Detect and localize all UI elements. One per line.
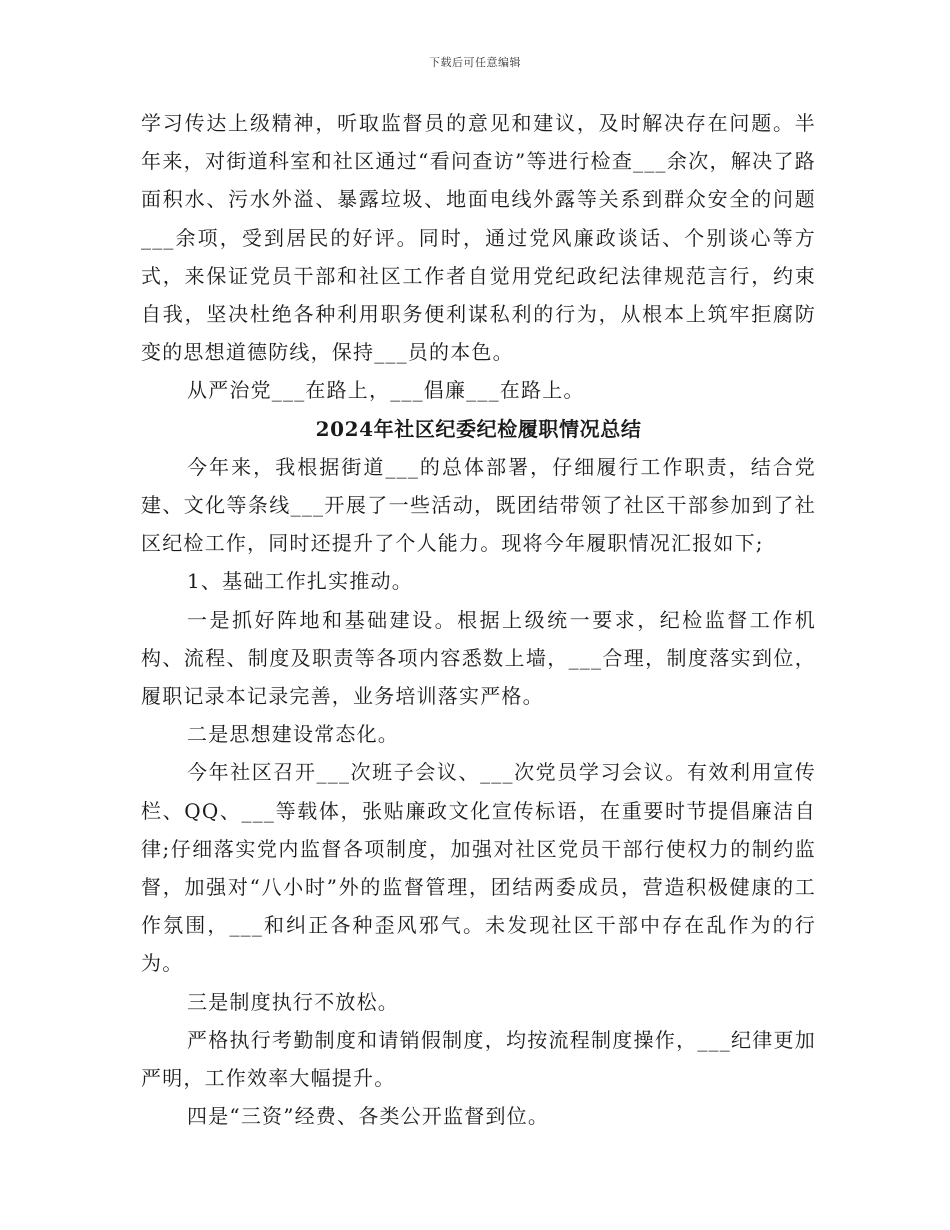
document-title: 2024年社区纪委纪检履职情况总结 bbox=[315, 416, 642, 441]
paragraph-item-3: 严格执行考勤制度和请销假制度，均按流程制度操作，___纪律更加严明，工作效率大幅提升。 bbox=[141, 1027, 816, 1091]
paragraph-item-2: 今年社区召开___次班子会议、___次党员学习会议。有效利用宣传栏、QQ、___等载体，张贴廉政文化宣传标语，在重要时节提倡廉洁自律;仔细落实党内监督各项制度，加强对社区党员干部行使权力的制约监督，加强对“八小时”外的监督管理，团结两委成员，营造积极健康的工作氛围，___和纠正各种歪风邪气。未发现社区干部中存在乱作为的行为。 bbox=[141, 760, 816, 976]
section-heading-1: 1、基础工作扎实推动。 bbox=[187, 569, 413, 594]
section-heading-2: 二是思想建设常态化。 bbox=[187, 722, 399, 747]
paragraph-slogan: 从严治党___在路上，___倡廉___在路上。 bbox=[187, 378, 585, 403]
paragraph-intro: 今年来，我根据街道___的总体部署，仔细履行工作职责，结合党建、文化等条线___开展了一些活动，既团结带领了社区干部参加到了社区纪检工作，同时还提升了个人能力。现将今年履职情况汇报如下; bbox=[141, 454, 816, 556]
document-body bbox=[141, 104, 816, 1135]
section-heading-4: 四是“三资”经费、各类公开监督到位。 bbox=[187, 1104, 550, 1129]
section-heading-3: 三是制度执行不放松。 bbox=[187, 989, 399, 1014]
page-header-note: 下载后可任意编辑 bbox=[429, 56, 521, 69]
paragraph-continued: 学习传达上级精神，听取监督员的意见和建议，及时解决存在问题。半年来，对街道科室和社区通过“看问查访”等进行检查___余次，解决了路面积水、污水外溢、暴露垃圾、地面电线外露等关系到群众安全的问题___余项，受到居民的好评。同时，通过党风廉政谈话、个别谈心等方式，来保证党员干部和社区工作者自觉用党纪政纪法律规范言行，约束自我，坚决杜绝各种利用职务便利谋私利的行为，从根本上筑牢拒腐防变的思想道德防线，保持___员的本色。 bbox=[141, 111, 816, 365]
paragraph-item-1: 一是抓好阵地和基础建设。根据上级统一要求，纪检监督工作机构、流程、制度及职责等各项内容悉数上墙，___合理，制度落实到位，履职记录本记录完善，业务培训落实严格。 bbox=[141, 607, 816, 709]
